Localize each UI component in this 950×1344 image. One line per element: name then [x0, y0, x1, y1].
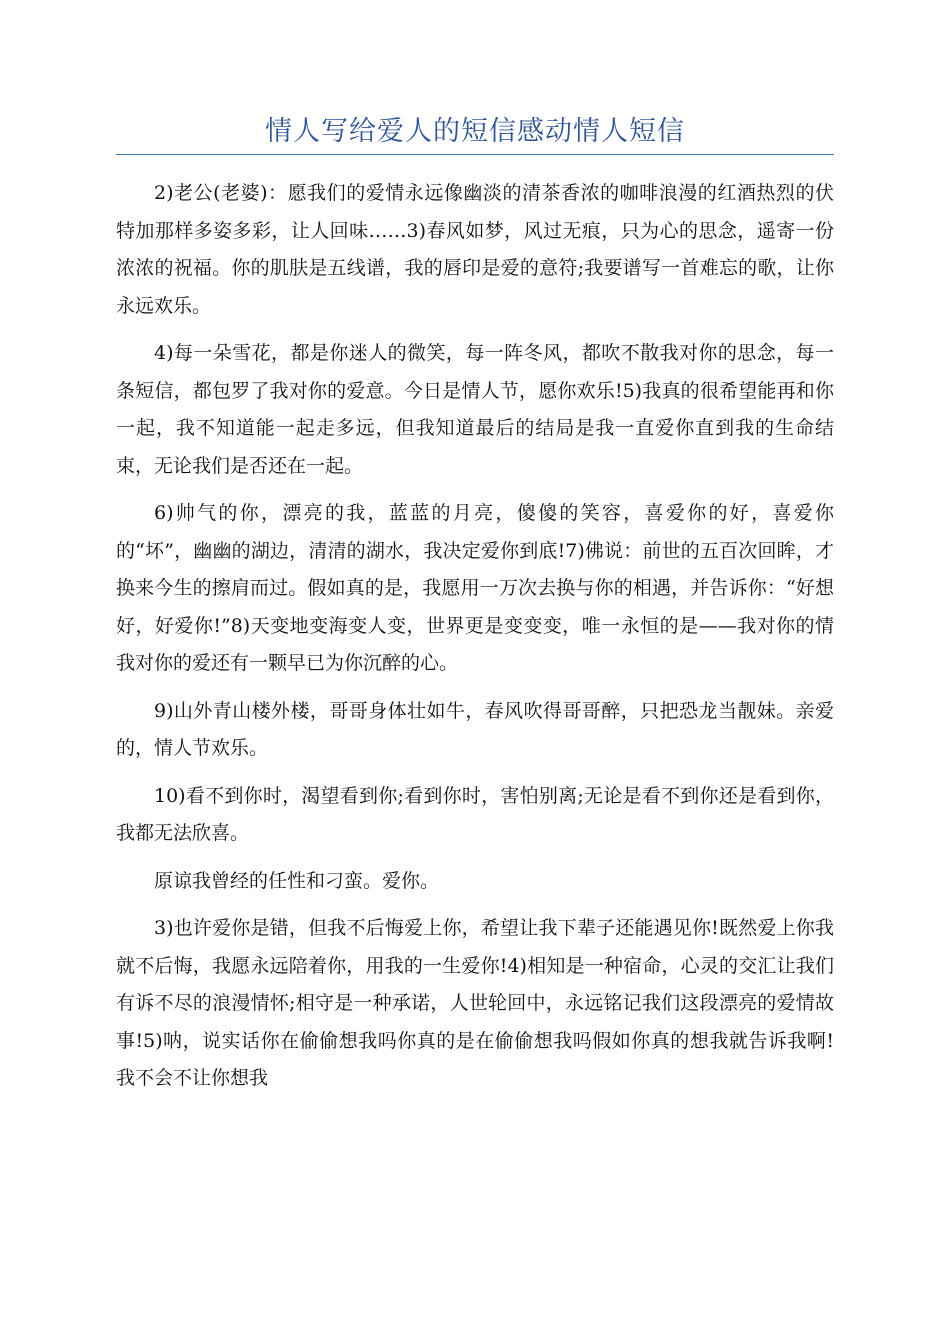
paragraph: 4)每一朵雪花，都是你迷人的微笑，每一阵冬风，都吹不散我对你的思念，每一条短信，都包罗了我对你的爱意。今日是情人节，愿你欢乐!5)我真的很希望能再和你一起，我不知道能一起走多远，但我知道最后的结局是我一直爱你直到我的生命结束，无论我们是否还在一起。 [116, 342, 834, 477]
document-title: 情人写给爱人的短信感动情人短信 [265, 116, 685, 147]
paragraph: 6)帅气的你，漂亮的我，蓝蓝的月亮，傻傻的笑容，喜爱你的好，喜爱你的“坏”，幽幽的湖边，清清的湖水，我决定爱你到底!7)佛说：前世的五百次回眸，才换来今生的擦肩而过。假如真的是，我愿用一万次去换与你的相遇，并告诉你：“好想好，好爱你!”8)天变地变海变人变，世界更是变变变，唯一永恒的是——我对你的情我对你的爱还有一颗早已为你沉醉的心。 [116, 502, 834, 674]
document-body [116, 175, 834, 1108]
paragraph: 原谅我曾经的任性和刁蛮。爱你。 [154, 869, 440, 892]
title-underline [116, 154, 834, 155]
paragraph: 9)山外青山楼外楼，哥哥身体壮如牛，春风吹得哥哥醉，只把恐龙当靓妹。亲爱的，情人节欢乐。 [116, 699, 834, 759]
paragraph: 3)也许爱你是错，但我不后悔爱上你，希望让我下辈子还能遇见你!既然爱上你我就不后悔，我愿永远陪着你，用我的一生爱你!4)相知是一种宿命，心灵的交汇让我们有诉不尽的浪漫情怀;相守是一种承诺，人世轮回中，永远铭记我们这段漂亮的爱情故事!5)呐，说实话你在偷偷想我吗你真的是在偷偷想我吗假如你真的想我就告诉我啊!我不会不让你想我 [116, 917, 834, 1089]
paragraph: 2)老公(老婆)：愿我们的爱情永远像幽淡的清茶香浓的咖啡浪漫的红酒热烈的伏特加那样多姿多彩，让人回味……3)春风如梦，风过无痕，只为心的思念，遥寄一份浓浓的祝福。你的肌肤是五线谱，我的唇印是爱的意符;我要谱写一首难忘的歌，让你永远欢乐。 [116, 182, 834, 317]
paragraph: 10)看不到你时，渴望看到你;看到你时，害怕别离;无论是看不到你还是看到你，我都无法欣喜。 [116, 784, 834, 844]
